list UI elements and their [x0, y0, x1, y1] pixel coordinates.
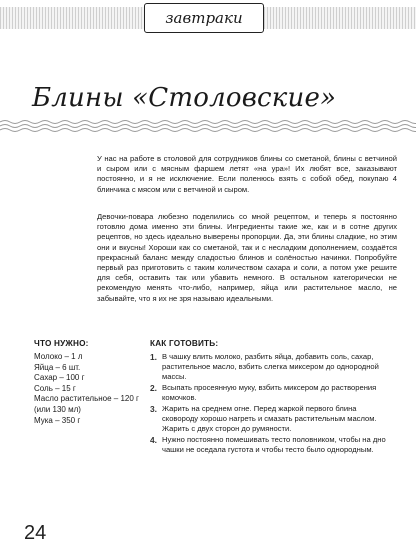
steps-list — [150, 352, 386, 456]
ingredient-item: Масло растительное – 120 г (или 130 мл) — [34, 394, 139, 414]
ingredient-item: Яйца – 6 шт. — [34, 362, 81, 372]
ingredient-item: Сахар – 100 г — [34, 373, 85, 383]
ingredient-item: Соль – 15 г — [34, 383, 76, 393]
step-item — [150, 352, 386, 382]
ingredients-heading: ЧТО НУЖНО: — [34, 339, 89, 348]
ingredient-item: Молоко – 1 л — [34, 352, 83, 361]
step-text: Жарить на среднем огне. Перед жаркой первого блина сковороду хорошо нагреть и смазать растительным маслом. Жарить с двух сторон до румяности. — [162, 404, 377, 433]
step-number: 1. — [150, 352, 157, 362]
step-number: 2. — [150, 383, 157, 393]
step-item — [150, 383, 386, 403]
step-number: 3. — [150, 404, 157, 414]
ingredient-item: Мука – 350 г — [34, 415, 81, 425]
intro-paragraph-1: У нас на работе в столовой для сотрудников блины со сметаной, блины с ветчиной и сыром или с мясным фаршем летят «на ура»! Их любят все, заказывают постоянно, и я не исключение. Если поленюсь взять с собой обед, покупаю 4 блинчика с мясом или с ветчиной и сыром. — [97, 154, 397, 194]
section-label: завтраки — [144, 3, 264, 33]
step-number: 4. — [150, 435, 157, 445]
step-text: Нужно постоянно помешивать тесто половником, чтобы на дно чашки не оседала густота и чтобы тесто было однородным. — [162, 435, 386, 454]
step-item — [150, 435, 386, 455]
wavy-divider — [0, 118, 416, 134]
step-item — [150, 404, 386, 434]
step-text: В чашку влить молоко, разбить яйца, добавить соль, сахар, растительное масло, взбить слегка миксером до однородной массы. — [162, 352, 379, 381]
page-number: 24 — [24, 522, 47, 544]
step-text: Всыпать просеянную муку, взбить миксером до растворения комочков. — [162, 383, 377, 402]
steps-heading: КАК ГОТОВИТЬ: — [150, 339, 219, 348]
ingredients-list — [34, 352, 146, 426]
intro-paragraph-2: Девочки-повара любезно поделились со мной рецептом, и теперь я постоянно готовлю дома именно эти блины. Ингредиенты такие же, как и в сотне других рецептов, но здесь идеально выверены пропорции. Да, эти блины сладкие, но этим они и вкусны! Хороши как со сметаной, так и с несладким дополнением, создаётся прекрасный баланс между сладостью блинов и солёностью начинки. Попробуйте первый раз приготовить с таким количеством сахара и соли, а потом уже решите для себя, оставить так или убавить немного. В остальном категорически не рекомендую менять что-либо, например, яйца или растительное масло, не забывайте, что я их не зря называю идеальными. — [97, 212, 397, 303]
recipe-title: Блины «Столовские» — [32, 83, 337, 113]
